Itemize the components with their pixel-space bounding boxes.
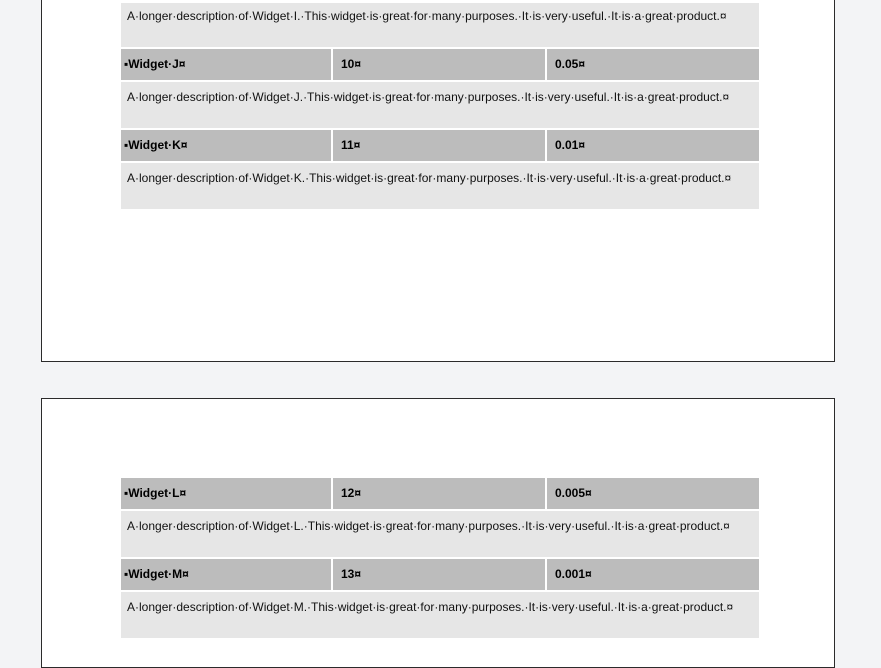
quantity: 10¤ bbox=[341, 57, 362, 71]
table-row[interactable] bbox=[121, 478, 759, 509]
table-row-description[interactable] bbox=[121, 592, 759, 638]
price-cell[interactable] bbox=[547, 478, 759, 509]
price-cell[interactable] bbox=[547, 130, 759, 161]
quantity: 11¤ bbox=[341, 138, 361, 152]
document-page-1 bbox=[41, 0, 835, 362]
product-name: ▪Widget·M¤ bbox=[124, 567, 189, 581]
description-text: A·longer·description·of·Widget·J.·This·widget·is·great·for·many·purposes.·It·is·very·useful.·It·is·a·great·product.¤ bbox=[127, 90, 730, 104]
price: 0.005¤ bbox=[555, 486, 592, 500]
product-table-part-2 bbox=[121, 478, 759, 640]
price: 0.05¤ bbox=[555, 57, 586, 71]
product-name: ▪Widget·L¤ bbox=[124, 486, 187, 500]
description-text: A·longer·description·of·Widget·M.·This·widget·is·great·for·many·purposes.·It·is·very·useful.·It·is·a·great·product.¤ bbox=[127, 600, 734, 614]
price: 0.01¤ bbox=[555, 138, 586, 152]
product-name-cell[interactable] bbox=[121, 559, 331, 590]
table-row-description[interactable] bbox=[121, 511, 759, 557]
product-name-cell[interactable] bbox=[121, 49, 331, 80]
description-text: A·longer·description·of·Widget·K.·This·widget·is·great·for·many·purposes.·It·is·very·useful.·It·is·a·great·product.¤ bbox=[127, 171, 732, 185]
table-row-description[interactable] bbox=[121, 3, 759, 47]
table-row[interactable] bbox=[121, 49, 759, 80]
table-row-description[interactable] bbox=[121, 82, 759, 128]
document-page-2 bbox=[41, 398, 835, 668]
quantity-cell[interactable] bbox=[333, 49, 545, 80]
quantity: 13¤ bbox=[341, 567, 362, 581]
table-row-description[interactable] bbox=[121, 163, 759, 209]
quantity-cell[interactable] bbox=[333, 130, 545, 161]
quantity-cell[interactable] bbox=[333, 478, 545, 509]
product-name: ▪Widget·K¤ bbox=[124, 138, 188, 152]
product-name-cell[interactable] bbox=[121, 478, 331, 509]
quantity-cell[interactable] bbox=[333, 559, 545, 590]
price-cell[interactable] bbox=[547, 559, 759, 590]
product-name-cell[interactable] bbox=[121, 130, 331, 161]
price-cell[interactable] bbox=[547, 49, 759, 80]
price: 0.001¤ bbox=[555, 567, 592, 581]
description-text: A·longer·description·of·Widget·L.·This·widget·is·great·for·many·purposes.·It·is·very·useful.·It·is·a·great·product.¤ bbox=[127, 519, 730, 533]
product-name: ▪Widget·J¤ bbox=[124, 57, 186, 71]
table-row[interactable] bbox=[121, 559, 759, 590]
quantity: 12¤ bbox=[341, 486, 362, 500]
description-text: A·longer·description·of·Widget·I.·This·widget·is·great·for·many·purposes.·It·is·very·useful.·It·is·a·great·product.¤ bbox=[127, 9, 727, 23]
product-table-part-1 bbox=[121, 3, 759, 211]
table-row[interactable] bbox=[121, 130, 759, 161]
